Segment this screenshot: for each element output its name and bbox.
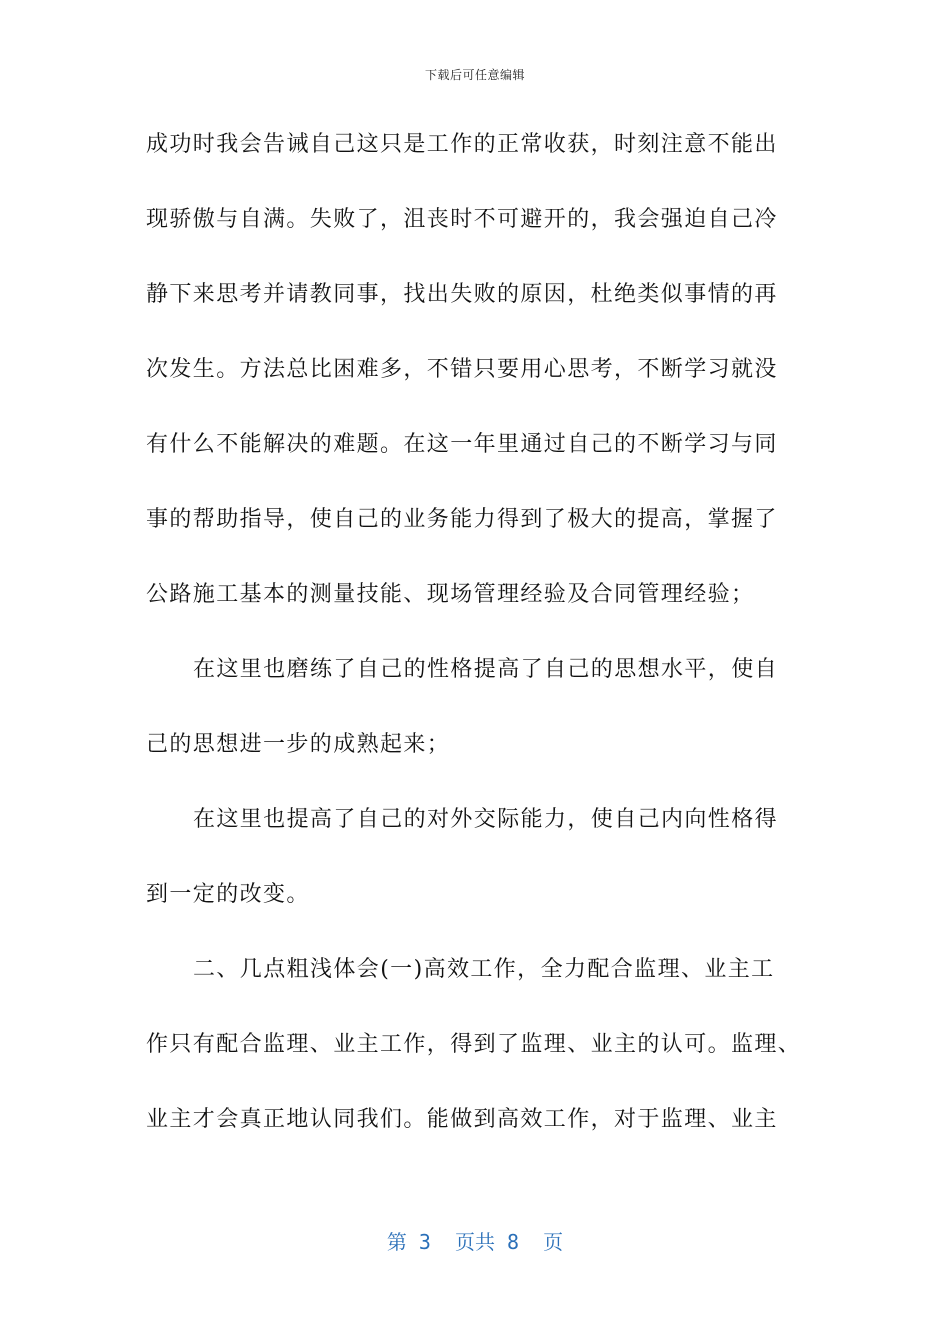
body-line: 成功时我会告诫自己这只是工作的正常收获，时刻注意不能出 [146,132,778,157]
body-line: 到一定的改变。 [146,882,310,907]
body-line: 作只有配合监理、业主工作，得到了监理、业主的认可。监理、 [146,1032,802,1057]
page-header: 下载后可任意编辑 [424,68,525,82]
body-line: 己的思想进一步的成熟起来； [146,732,451,757]
paragraph-start-line: 在这里也提高了自己的对外交际能力，使自己内向性格得 [193,807,779,832]
body-line: 有什么不能解决的难题。在这一年里通过自己的不断学习与同 [146,432,778,457]
body-line: 公路施工基本的测量技能、现场管理经验及合同管理经验； [146,582,755,607]
page-number-footer: 第 3 页共 8 页 [386,1230,564,1254]
body-line: 业主才会真正地认同我们。能做到高效工作，对于监理、业主 [146,1107,778,1132]
body-text [146,126,826,1176]
body-line: 次发生。方法总比困难多，不错只要用心思考，不断学习就没 [146,357,778,382]
paragraph-start-line: 在这里也磨练了自己的性格提高了自己的思想水平，使自 [193,657,779,682]
body-line: 事的帮助指导，使自己的业务能力得到了极大的提高，掌握了 [146,507,778,532]
body-line: 现骄傲与自满。失败了，沮丧时不可避开的，我会强迫自己冷 [146,207,778,232]
paragraph-start-line: 二、几点粗浅体会(一)高效工作，全力配合监理、业主工 [193,957,775,982]
body-line: 静下来思考并请教同事，找出失败的原因，杜绝类似事情的再 [146,282,778,307]
